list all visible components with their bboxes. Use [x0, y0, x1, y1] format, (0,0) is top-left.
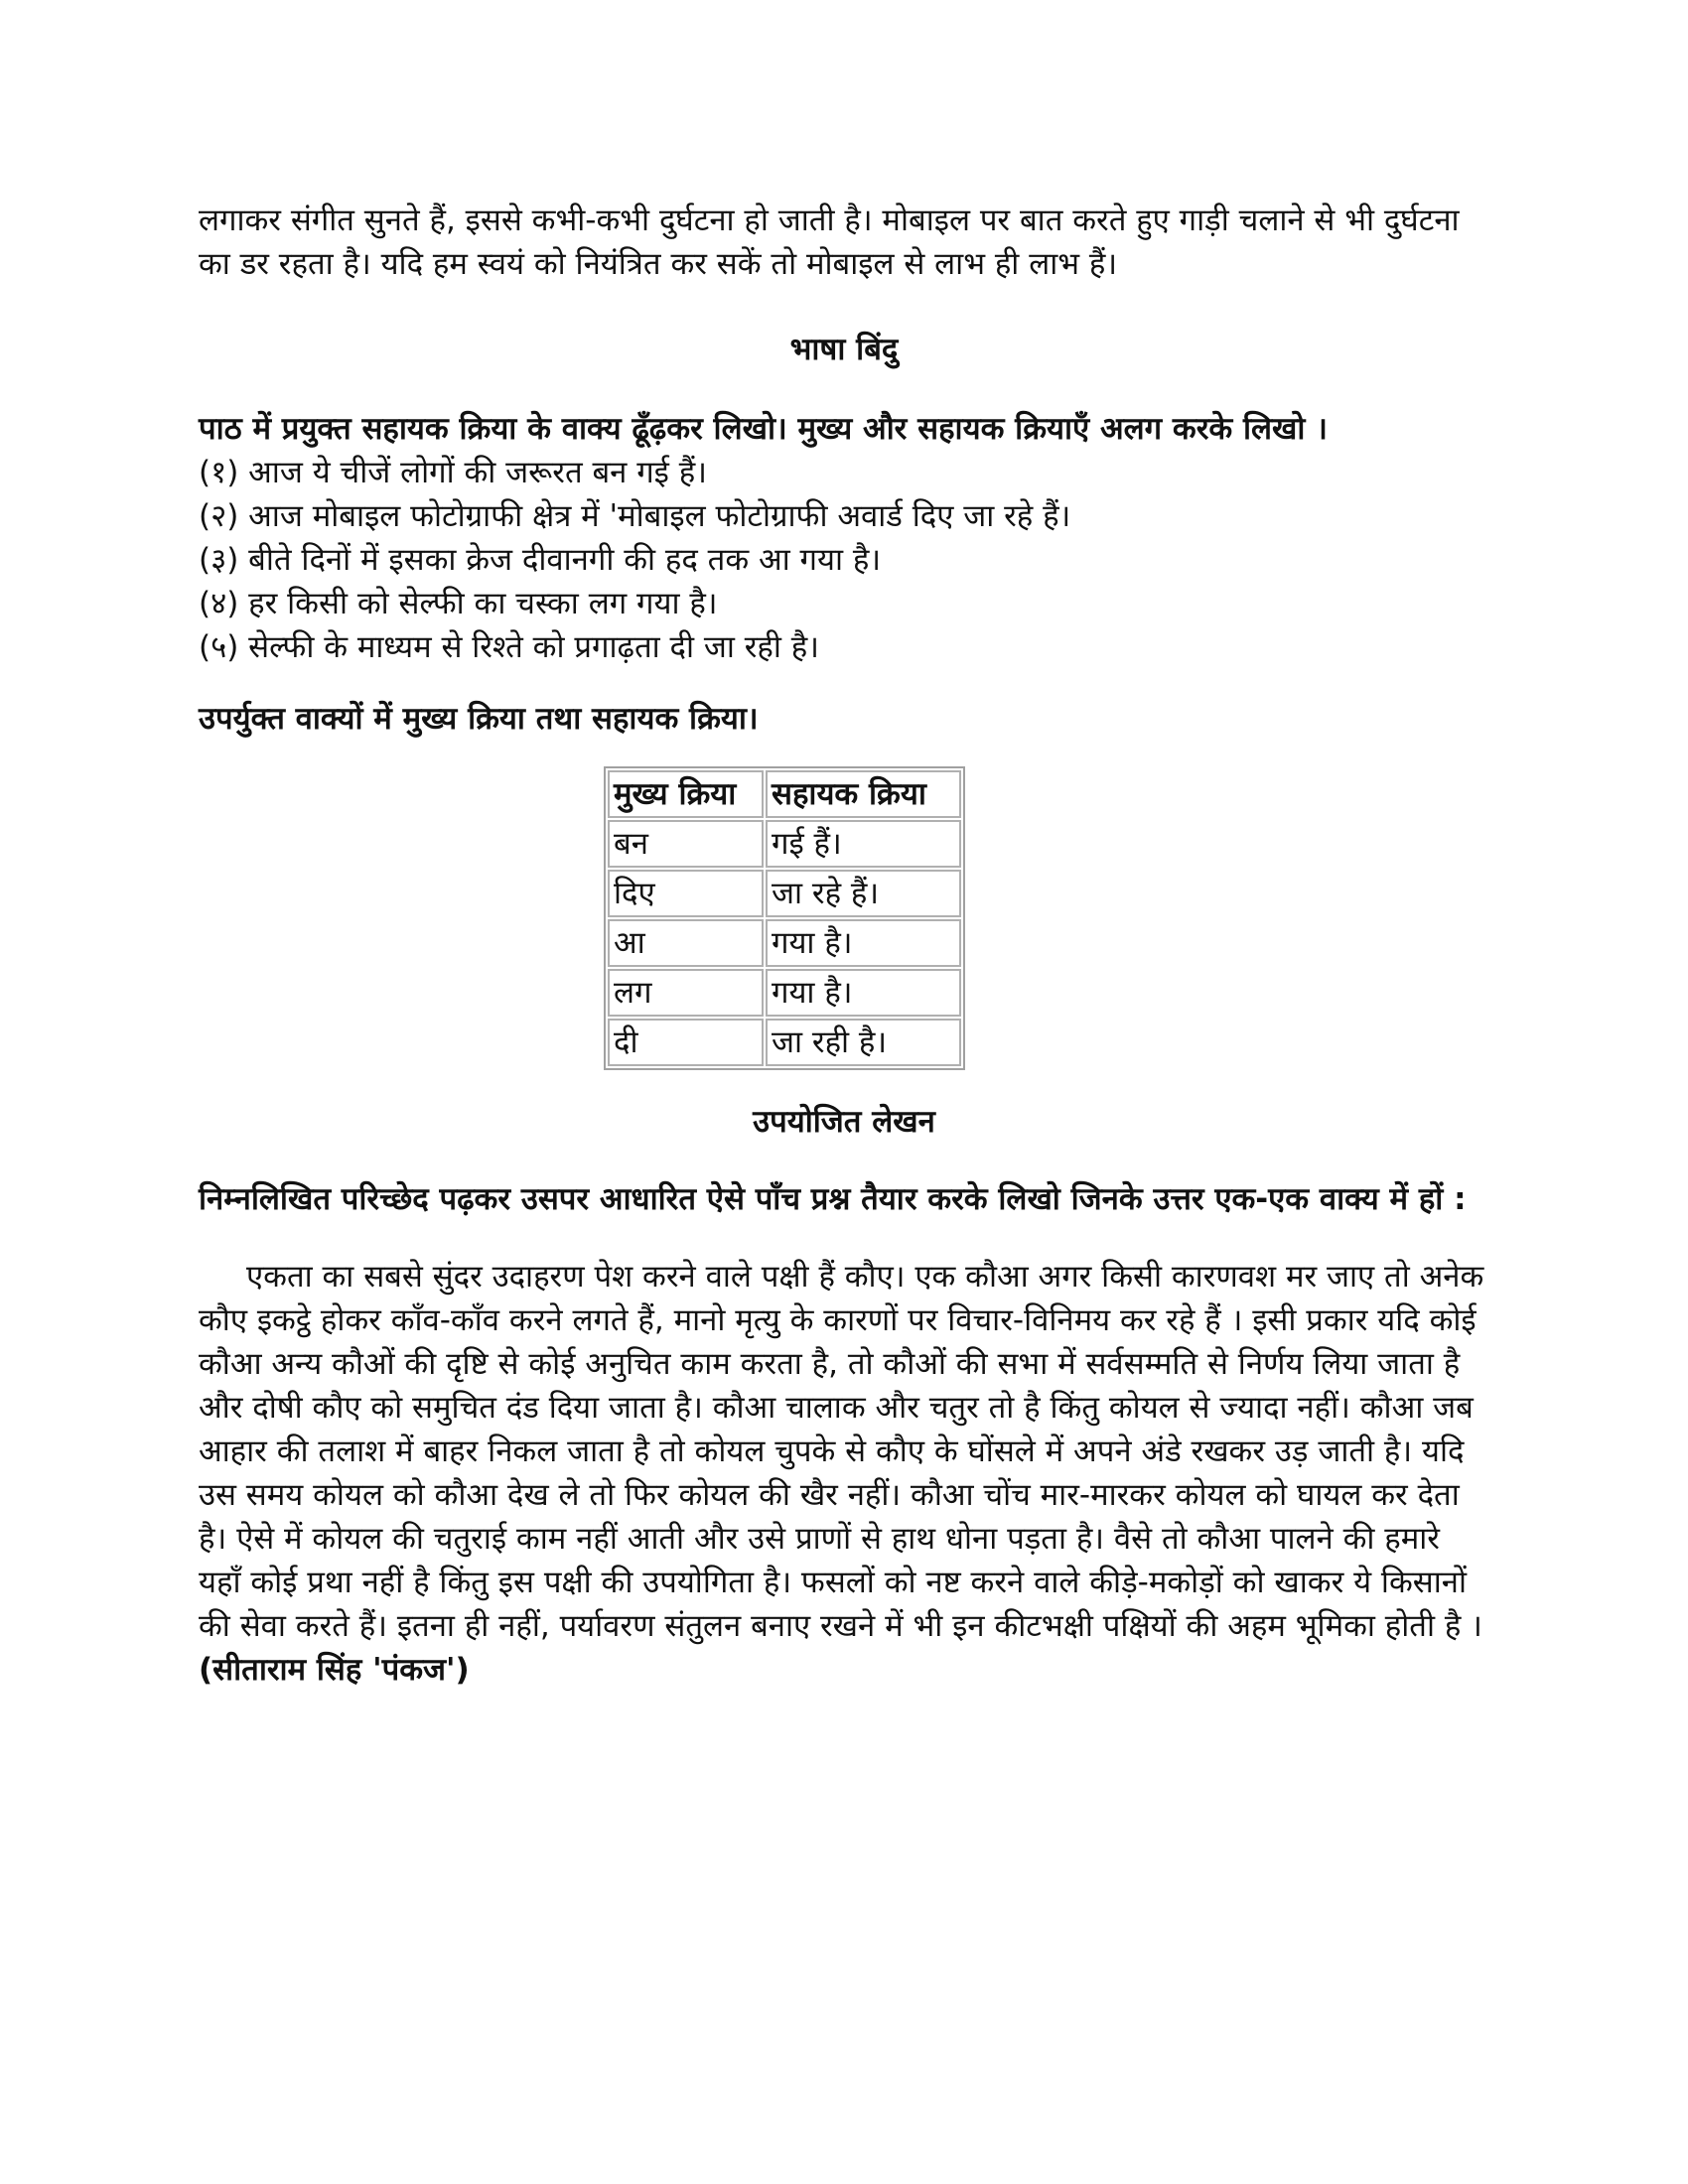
list-item: (१) आज ये चीजें लोगों की जरूरत बन गई हैं।: [199, 455, 707, 490]
table-cell-auxiliary-verb: गई हैं।: [766, 820, 961, 868]
table-cell-main-verb: लग: [608, 969, 764, 1017]
table-row: [608, 919, 961, 967]
exercise-instruction: पाठ में प्रयुक्त सहायक क्रिया के वाक्य ढूँढ़कर लिखो। मुख्य और सहायक क्रियाएँ अलग करके लिखो ।: [199, 411, 1328, 447]
table-caption: उपर्युक्त वाक्यों में मुख्य क्रिया तथा सहायक क्रिया।: [199, 701, 759, 737]
document-page: [199, 199, 1489, 1692]
sentence-list: [199, 451, 1489, 669]
list-item: (२) आज मोबाइल फोटोग्राफी क्षेत्र में 'मोबाइल फोटोग्राफी अवार्ड दिए जा रहे हैं।: [199, 498, 1071, 534]
table-cell-main-verb: बन: [608, 820, 764, 868]
table-header-auxiliary-verb: सहायक क्रिया: [766, 770, 961, 818]
table-header-main-verb: मुख्य क्रिया: [608, 770, 764, 818]
list-item: (५) सेल्फी के माध्यम से रिश्ते को प्रगाढ़ता दी जा रही है।: [199, 629, 819, 665]
table-cell-auxiliary-verb: गया है।: [766, 969, 961, 1017]
table-cell-auxiliary-verb: गया है।: [766, 919, 961, 967]
section-heading-upyojit-lekhan: उपयोजित लेखन: [753, 1104, 935, 1140]
table-cell-main-verb: दिए: [608, 870, 764, 917]
table-row: [608, 820, 961, 868]
intro-paragraph: लगाकर संगीत सुनते हैं, इससे कभी-कभी दुर्घटना हो जाती है। मोबाइल पर बात करते हुए गाड़ी चलाने से भी दुर्घटना का डर रहता है। यदि हम स्वयं को नियंत्रित कर सकें तो मोबाइल से लाभ ही लाभ हैं।: [199, 203, 1460, 282]
table-cell-auxiliary-verb: जा रही है।: [766, 1019, 961, 1066]
writing-instruction: निम्नलिखित परिच्छेद पढ़कर उसपर आधारित ऐसे पाँच प्रश्न तैयार करके लिखो जिनके उत्तर एक-एक वाक्य में हों :: [199, 1181, 1467, 1217]
passage-paragraph: एकता का सबसे सुंदर उदाहरण पेश करने वाले पक्षी हैं कौए। एक कौआ अगर किसी कारणवश मर जाए तो अनेक कौए इकट्ठे होकर काँव-काँव करने लगते हैं, मानो मृत्यु के कारणों पर विचार-विनिमय कर रहे हैं । इसी प्रकार यदि कोई कौआ अन्य कौओं की दृष्टि से कोई अनुचित काम करता है, तो कौओं की सभा में सर्वसम्मति से निर्णय लिया जाता है और दोषी कौए को समुचित दंड दिया जाता है। कौआ चालाक और चतुर तो है किंतु कोयल से ज्यादा नहीं। कौआ जब आहार की तलाश में बाहर निकल जाता है तो कोयल चुपके से कौए के घोंसले में अपने अंडे रखकर उड़ जाती है। यदि उस समय कोयल को कौआ देख ले तो फिर कोयल की खैर नहीं। कौआ चोंच मार-मारकर कोयल को घायल कर देता है। ऐसे में कोयल की चतुराई काम नहीं आती और उसे प्राणों से हाथ धोना पड़ता है। वैसे तो कौआ पालने की हमारे यहाँ कोई प्रथा नहीं है किंतु इस पक्षी की उपयोगिता है। फसलों को नष्ट करने वाले कीड़े-मकोड़ों को खाकर ये किसानों की सेवा करते हैं। इतना ही नहीं, पर्यावरण संतुलन बनाए रखने में भी इन कीटभक्षी पक्षियों की अहम भूमिका होती है ।: [199, 1259, 1484, 1644]
table-cell-auxiliary-verb: जा रहे हैं।: [766, 870, 961, 917]
verb-table: [604, 766, 965, 1070]
table-header-row: [608, 770, 961, 818]
section-heading-bhasha-bindu: भाषा बिंदु: [789, 332, 899, 367]
verb-table-wrapper: [139, 766, 1430, 1070]
list-item: (३) बीते दिनों में इसका क्रेज दीवानगी की हद तक आ गया है।: [199, 542, 882, 578]
list-item: (४) हर किसी को सेल्फी का चस्का लग गया है।: [199, 586, 718, 621]
passage-author: (सीताराम सिंह 'पंकज'): [199, 1652, 470, 1688]
table-cell-main-verb: दी: [608, 1019, 764, 1066]
table-cell-main-verb: आ: [608, 919, 764, 967]
table-row: [608, 1019, 961, 1066]
table-row: [608, 969, 961, 1017]
table-row: [608, 870, 961, 917]
